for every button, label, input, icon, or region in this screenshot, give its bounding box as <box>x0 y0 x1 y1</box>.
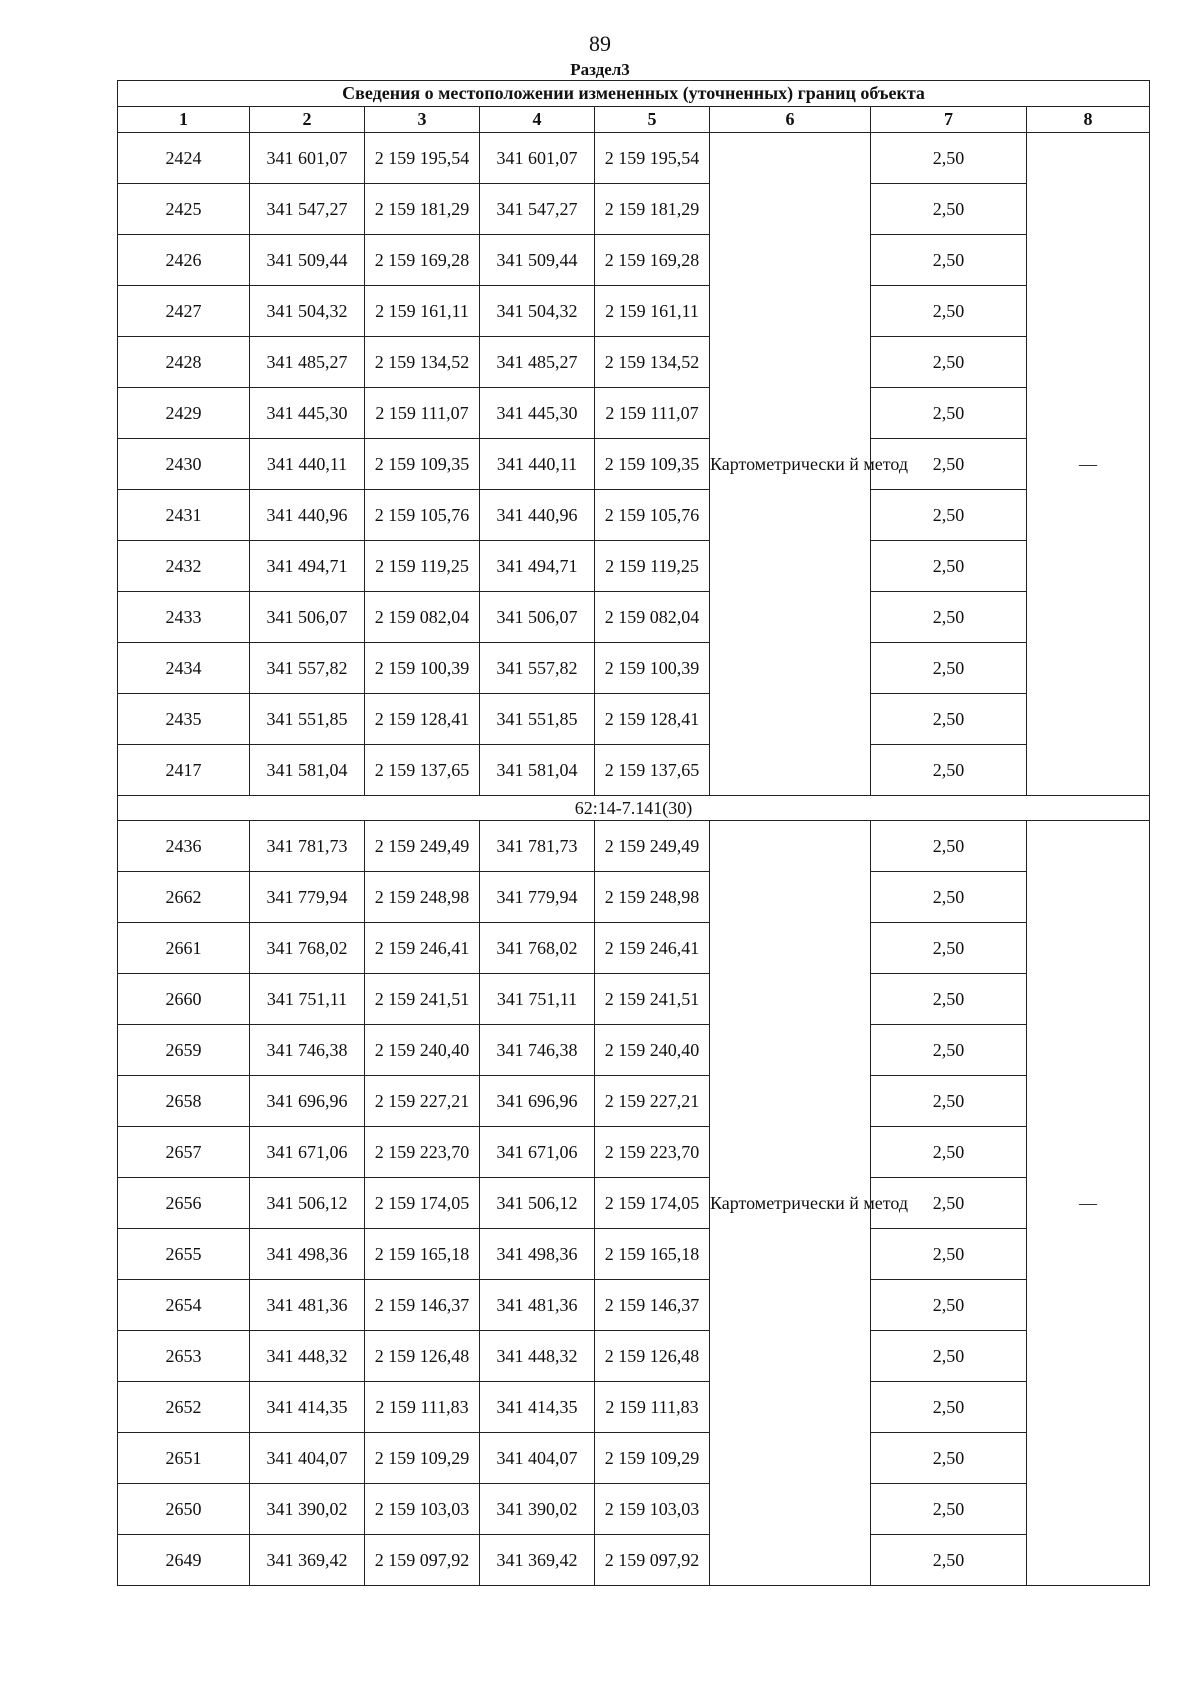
table-row <box>118 1025 1150 1076</box>
note-cell: — <box>1027 133 1150 796</box>
y-new-cell: 2 159 174,05 <box>595 1178 710 1229</box>
y-old-cell: 2 159 103,03 <box>365 1484 480 1535</box>
x-new-cell: 341 506,12 <box>480 1178 595 1229</box>
x-new-cell: 341 779,94 <box>480 872 595 923</box>
x-old-cell: 341 671,06 <box>250 1127 365 1178</box>
y-old-cell: 2 159 169,28 <box>365 235 480 286</box>
accuracy-cell: 2,50 <box>871 1535 1027 1586</box>
accuracy-cell: 2,50 <box>871 235 1027 286</box>
table-row <box>118 388 1150 439</box>
point-number-cell: 2435 <box>118 694 250 745</box>
x-new-cell: 341 547,27 <box>480 184 595 235</box>
x-old-cell: 341 481,36 <box>250 1280 365 1331</box>
x-old-cell: 341 551,85 <box>250 694 365 745</box>
method-cell: Картометрически й метод <box>710 133 871 796</box>
accuracy-cell: 2,50 <box>871 439 1027 490</box>
accuracy-cell: 2,50 <box>871 1178 1027 1229</box>
table-row <box>118 1535 1150 1586</box>
y-new-cell: 2 159 109,29 <box>595 1433 710 1484</box>
point-number-cell: 2426 <box>118 235 250 286</box>
table-body <box>118 133 1150 1586</box>
accuracy-cell: 2,50 <box>871 1331 1027 1382</box>
table-row <box>118 235 1150 286</box>
accuracy-cell: 2,50 <box>871 541 1027 592</box>
x-old-cell: 341 440,96 <box>250 490 365 541</box>
x-new-cell: 341 557,82 <box>480 643 595 694</box>
y-new-cell: 2 159 128,41 <box>595 694 710 745</box>
point-number-cell: 2431 <box>118 490 250 541</box>
point-number-cell: 2424 <box>118 133 250 184</box>
x-old-cell: 341 601,07 <box>250 133 365 184</box>
x-new-cell: 341 390,02 <box>480 1484 595 1535</box>
x-new-cell: 341 581,04 <box>480 745 595 796</box>
y-old-cell: 2 159 248,98 <box>365 872 480 923</box>
x-old-cell: 341 445,30 <box>250 388 365 439</box>
x-old-cell: 341 414,35 <box>250 1382 365 1433</box>
x-old-cell: 341 781,73 <box>250 821 365 872</box>
column-number: 2 <box>250 107 365 133</box>
point-number-cell: 2649 <box>118 1535 250 1586</box>
table-row <box>118 872 1150 923</box>
accuracy-cell: 2,50 <box>871 592 1027 643</box>
y-old-cell: 2 159 240,40 <box>365 1025 480 1076</box>
point-number-cell: 2417 <box>118 745 250 796</box>
accuracy-cell: 2,50 <box>871 872 1027 923</box>
x-old-cell: 341 581,04 <box>250 745 365 796</box>
y-new-cell: 2 159 246,41 <box>595 923 710 974</box>
y-new-cell: 2 159 146,37 <box>595 1280 710 1331</box>
column-number: 3 <box>365 107 480 133</box>
coordinates-table <box>117 80 1150 1586</box>
point-number-cell: 2652 <box>118 1382 250 1433</box>
x-new-cell: 341 445,30 <box>480 388 595 439</box>
y-new-cell: 2 159 249,49 <box>595 821 710 872</box>
accuracy-cell: 2,50 <box>871 745 1027 796</box>
y-new-cell: 2 159 109,35 <box>595 439 710 490</box>
table-row <box>118 490 1150 541</box>
y-old-cell: 2 159 181,29 <box>365 184 480 235</box>
column-number: 4 <box>480 107 595 133</box>
y-old-cell: 2 159 223,70 <box>365 1127 480 1178</box>
table-row <box>118 1076 1150 1127</box>
x-new-cell: 341 671,06 <box>480 1127 595 1178</box>
table-title: Сведения о местоположении измененных (уточненных) границ объекта <box>118 81 1150 107</box>
point-number-cell: 2433 <box>118 592 250 643</box>
x-new-cell: 341 440,11 <box>480 439 595 490</box>
y-new-cell: 2 159 161,11 <box>595 286 710 337</box>
accuracy-cell: 2,50 <box>871 1280 1027 1331</box>
accuracy-cell: 2,50 <box>871 184 1027 235</box>
point-number-cell: 2658 <box>118 1076 250 1127</box>
column-number-row <box>118 107 1150 133</box>
table-row <box>118 1229 1150 1280</box>
accuracy-cell: 2,50 <box>871 388 1027 439</box>
point-number-cell: 2656 <box>118 1178 250 1229</box>
point-number-cell: 2651 <box>118 1433 250 1484</box>
table-row <box>118 745 1150 796</box>
x-new-cell: 341 751,11 <box>480 974 595 1025</box>
table-row <box>118 643 1150 694</box>
accuracy-cell: 2,50 <box>871 1229 1027 1280</box>
x-new-cell: 341 746,38 <box>480 1025 595 1076</box>
x-new-cell: 341 485,27 <box>480 337 595 388</box>
x-old-cell: 341 498,36 <box>250 1229 365 1280</box>
x-new-cell: 341 369,42 <box>480 1535 595 1586</box>
table-row <box>118 694 1150 745</box>
accuracy-cell: 2,50 <box>871 694 1027 745</box>
point-number-cell: 2429 <box>118 388 250 439</box>
y-new-cell: 2 159 103,03 <box>595 1484 710 1535</box>
x-new-cell: 341 551,85 <box>480 694 595 745</box>
accuracy-cell: 2,50 <box>871 974 1027 1025</box>
accuracy-cell: 2,50 <box>871 643 1027 694</box>
x-new-cell: 341 448,32 <box>480 1331 595 1382</box>
y-new-cell: 2 159 100,39 <box>595 643 710 694</box>
y-old-cell: 2 159 126,48 <box>365 1331 480 1382</box>
x-old-cell: 341 509,44 <box>250 235 365 286</box>
x-new-cell: 341 498,36 <box>480 1229 595 1280</box>
y-old-cell: 2 159 146,37 <box>365 1280 480 1331</box>
y-new-cell: 2 159 165,18 <box>595 1229 710 1280</box>
table-row <box>118 923 1150 974</box>
y-old-cell: 2 159 100,39 <box>365 643 480 694</box>
column-number: 5 <box>595 107 710 133</box>
x-new-cell: 341 494,71 <box>480 541 595 592</box>
accuracy-cell: 2,50 <box>871 133 1027 184</box>
column-number: 7 <box>871 107 1027 133</box>
point-number-cell: 2661 <box>118 923 250 974</box>
y-old-cell: 2 159 082,04 <box>365 592 480 643</box>
y-old-cell: 2 159 119,25 <box>365 541 480 592</box>
y-old-cell: 2 159 161,11 <box>365 286 480 337</box>
point-number-cell: 2657 <box>118 1127 250 1178</box>
point-number-cell: 2650 <box>118 1484 250 1535</box>
y-old-cell: 2 159 097,92 <box>365 1535 480 1586</box>
column-number: 6 <box>710 107 871 133</box>
x-old-cell: 341 485,27 <box>250 337 365 388</box>
y-new-cell: 2 159 105,76 <box>595 490 710 541</box>
y-new-cell: 2 159 240,40 <box>595 1025 710 1076</box>
x-old-cell: 341 779,94 <box>250 872 365 923</box>
table-row <box>118 541 1150 592</box>
y-old-cell: 2 159 249,49 <box>365 821 480 872</box>
point-number-cell: 2432 <box>118 541 250 592</box>
y-old-cell: 2 159 165,18 <box>365 1229 480 1280</box>
x-old-cell: 341 547,27 <box>250 184 365 235</box>
section-label: Раздел3 <box>570 60 630 79</box>
y-old-cell: 2 159 227,21 <box>365 1076 480 1127</box>
y-new-cell: 2 159 126,48 <box>595 1331 710 1382</box>
y-new-cell: 2 159 227,21 <box>595 1076 710 1127</box>
y-new-cell: 2 159 134,52 <box>595 337 710 388</box>
x-new-cell: 341 440,96 <box>480 490 595 541</box>
x-new-cell: 341 696,96 <box>480 1076 595 1127</box>
x-old-cell: 341 390,02 <box>250 1484 365 1535</box>
y-new-cell: 2 159 181,29 <box>595 184 710 235</box>
column-number: 8 <box>1027 107 1150 133</box>
accuracy-cell: 2,50 <box>871 1484 1027 1535</box>
y-old-cell: 2 159 109,29 <box>365 1433 480 1484</box>
table-title-row <box>118 81 1150 107</box>
point-number-cell: 2430 <box>118 439 250 490</box>
y-new-cell: 2 159 248,98 <box>595 872 710 923</box>
x-old-cell: 341 746,38 <box>250 1025 365 1076</box>
point-number-cell: 2425 <box>118 184 250 235</box>
accuracy-cell: 2,50 <box>871 1076 1027 1127</box>
y-old-cell: 2 159 246,41 <box>365 923 480 974</box>
x-old-cell: 341 448,32 <box>250 1331 365 1382</box>
accuracy-cell: 2,50 <box>871 286 1027 337</box>
y-old-cell: 2 159 105,76 <box>365 490 480 541</box>
y-old-cell: 2 159 109,35 <box>365 439 480 490</box>
x-old-cell: 341 504,32 <box>250 286 365 337</box>
x-new-cell: 341 601,07 <box>480 133 595 184</box>
point-number-cell: 2662 <box>118 872 250 923</box>
accuracy-cell: 2,50 <box>871 821 1027 872</box>
x-old-cell: 341 768,02 <box>250 923 365 974</box>
point-number-cell: 2655 <box>118 1229 250 1280</box>
accuracy-cell: 2,50 <box>871 923 1027 974</box>
table-row <box>118 1331 1150 1382</box>
x-old-cell: 341 494,71 <box>250 541 365 592</box>
x-new-cell: 341 414,35 <box>480 1382 595 1433</box>
method-cell: Картометрически й метод <box>710 821 871 1586</box>
group-label: 62:14-7.141(30) <box>118 796 1150 821</box>
point-number-cell: 2427 <box>118 286 250 337</box>
table-row <box>118 133 1150 184</box>
table-row <box>118 821 1150 872</box>
accuracy-cell: 2,50 <box>871 1127 1027 1178</box>
point-number-cell: 2653 <box>118 1331 250 1382</box>
y-old-cell: 2 159 134,52 <box>365 337 480 388</box>
note-cell: — <box>1027 821 1150 1586</box>
x-new-cell: 341 781,73 <box>480 821 595 872</box>
accuracy-cell: 2,50 <box>871 1382 1027 1433</box>
y-new-cell: 2 159 111,83 <box>595 1382 710 1433</box>
table-row <box>118 1280 1150 1331</box>
page-number: 89 <box>589 31 611 56</box>
point-number-cell: 2428 <box>118 337 250 388</box>
table-row <box>118 974 1150 1025</box>
group-label-row <box>118 796 1150 821</box>
y-new-cell: 2 159 082,04 <box>595 592 710 643</box>
accuracy-cell: 2,50 <box>871 337 1027 388</box>
point-number-cell: 2436 <box>118 821 250 872</box>
x-new-cell: 341 481,36 <box>480 1280 595 1331</box>
x-new-cell: 341 404,07 <box>480 1433 595 1484</box>
table-row <box>118 1433 1150 1484</box>
point-number-cell: 2660 <box>118 974 250 1025</box>
table-row <box>118 1127 1150 1178</box>
accuracy-cell: 2,50 <box>871 1025 1027 1076</box>
y-old-cell: 2 159 137,65 <box>365 745 480 796</box>
y-old-cell: 2 159 195,54 <box>365 133 480 184</box>
y-new-cell: 2 159 195,54 <box>595 133 710 184</box>
x-old-cell: 341 696,96 <box>250 1076 365 1127</box>
y-old-cell: 2 159 128,41 <box>365 694 480 745</box>
table-row <box>118 184 1150 235</box>
x-old-cell: 341 440,11 <box>250 439 365 490</box>
table-row <box>118 286 1150 337</box>
point-number-cell: 2654 <box>118 1280 250 1331</box>
table-row <box>118 1382 1150 1433</box>
accuracy-cell: 2,50 <box>871 490 1027 541</box>
y-new-cell: 2 159 169,28 <box>595 235 710 286</box>
y-new-cell: 2 159 241,51 <box>595 974 710 1025</box>
column-number: 1 <box>118 107 250 133</box>
table-row <box>118 1178 1150 1229</box>
table-row <box>118 592 1150 643</box>
x-new-cell: 341 768,02 <box>480 923 595 974</box>
x-old-cell: 341 404,07 <box>250 1433 365 1484</box>
y-new-cell: 2 159 137,65 <box>595 745 710 796</box>
y-new-cell: 2 159 097,92 <box>595 1535 710 1586</box>
x-old-cell: 341 557,82 <box>250 643 365 694</box>
table-row <box>118 1484 1150 1535</box>
table-row <box>118 337 1150 388</box>
x-old-cell: 341 751,11 <box>250 974 365 1025</box>
x-old-cell: 341 369,42 <box>250 1535 365 1586</box>
x-old-cell: 341 506,12 <box>250 1178 365 1229</box>
accuracy-cell: 2,50 <box>871 1433 1027 1484</box>
y-old-cell: 2 159 111,07 <box>365 388 480 439</box>
y-new-cell: 2 159 223,70 <box>595 1127 710 1178</box>
point-number-cell: 2659 <box>118 1025 250 1076</box>
x-new-cell: 341 509,44 <box>480 235 595 286</box>
y-new-cell: 2 159 119,25 <box>595 541 710 592</box>
y-old-cell: 2 159 241,51 <box>365 974 480 1025</box>
x-old-cell: 341 506,07 <box>250 592 365 643</box>
y-old-cell: 2 159 111,83 <box>365 1382 480 1433</box>
x-new-cell: 341 504,32 <box>480 286 595 337</box>
y-new-cell: 2 159 111,07 <box>595 388 710 439</box>
table-row <box>118 439 1150 490</box>
point-number-cell: 2434 <box>118 643 250 694</box>
y-old-cell: 2 159 174,05 <box>365 1178 480 1229</box>
x-new-cell: 341 506,07 <box>480 592 595 643</box>
